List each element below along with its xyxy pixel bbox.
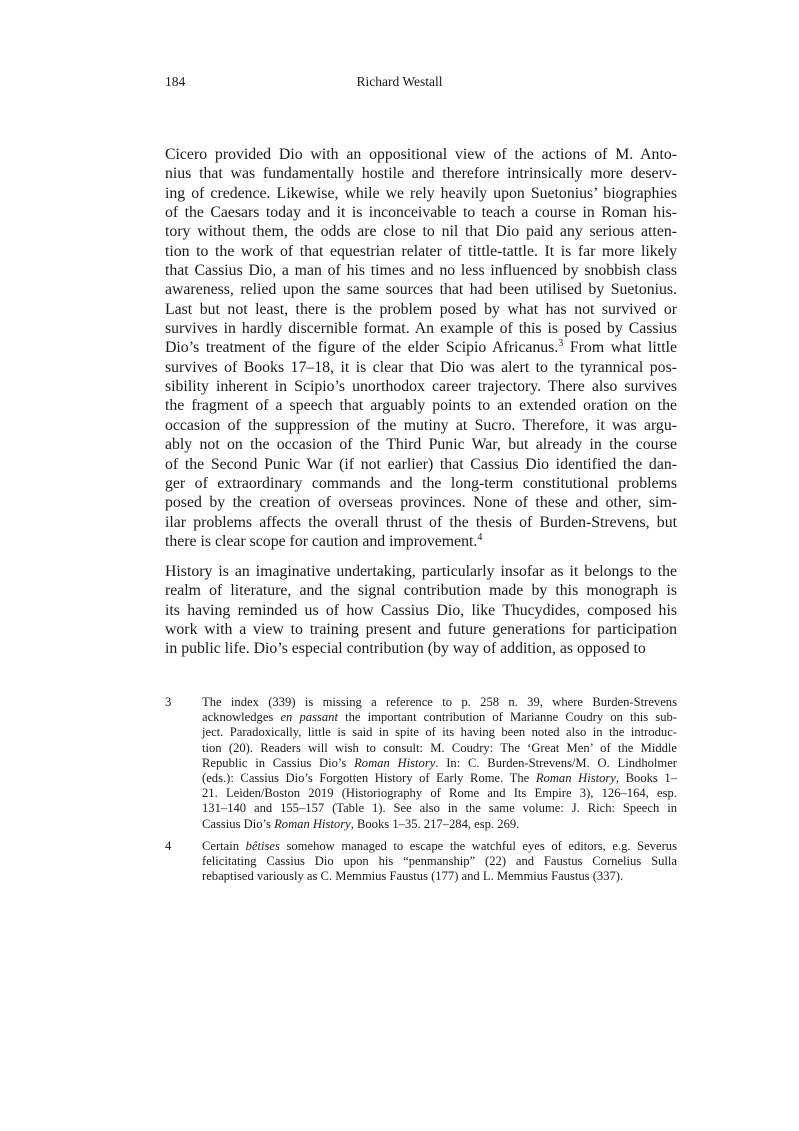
text-line (165, 581, 677, 600)
text-run: of the Second Punic War (if not earlier) that Cassius Dio identified the dan- (165, 455, 677, 473)
text-line (202, 786, 677, 801)
text-line (202, 725, 677, 740)
footnote-reference[interactable]: 4 (477, 531, 483, 543)
footnote-number: 4 (165, 839, 172, 853)
text-line (165, 562, 677, 581)
text-run: of the Caesars today and it is inconceivable to teach a course in Roman his- (165, 204, 677, 222)
body-paragraph-1 (165, 145, 677, 551)
text-run: History is an imaginative undertaking, particularly insofar as it belongs to the (165, 563, 677, 580)
text-run: ger of extraordinary commands and the long-term constitutional problems (165, 474, 677, 492)
body-paragraph-2 (165, 562, 677, 659)
text-line (202, 817, 677, 832)
text-line (165, 493, 677, 512)
text-line (165, 280, 677, 299)
footnote-3 (165, 695, 677, 832)
text-run: ject. Paradoxically, little is said in spite of its having been noted also in the introduc- (202, 725, 677, 740)
text-line (165, 184, 677, 203)
text-line (165, 300, 677, 319)
text-run: 131–140 and 155–157 (Table 1). See also in the same volume: J. Rich: Speech in (202, 801, 677, 816)
text-run: somehow managed to escape the watchful eyes of editors, e.g. Severus (279, 839, 677, 853)
text-run: sibility inherent in Scipio’s unorthodox career trajectory. There also survives (165, 378, 677, 396)
italic-text: Roman History (274, 816, 351, 831)
text-run: felicitating Cassius Dio upon his “penmanship” (22) and Faustus Cornelius Sulla (202, 854, 677, 869)
text-run: posed by the creation of overseas provinces. None of these and other, sim- (165, 494, 677, 512)
text-line (202, 710, 677, 725)
text-run: realm of literature, and the signal contribution made by this monograph is (165, 582, 677, 600)
text-run: Last but not least, there is the problem posed by what has not survived or (165, 300, 677, 318)
footnote-text (202, 839, 677, 885)
text-run: there is clear scope for caution and improvement. (165, 532, 478, 550)
text-run: tory without them, the odds are close to nil that Dio paid any serious atten- (165, 223, 677, 241)
text-line (165, 396, 677, 415)
text-run: occasion of the suppression of the mutiny at Sucro. Therefore, it was argu- (165, 416, 677, 434)
text-run: ably not on the occasion of the Third Punic War, but already in the course (165, 436, 677, 454)
text-line (165, 435, 677, 454)
text-line (165, 222, 677, 241)
text-line (165, 513, 677, 532)
text-run: in public life. Dio’s especial contribution (by way of addition, as opposed to (165, 640, 646, 658)
text-run: (eds.): Cassius Dio’s Forgotten History of Early Rome. The (202, 770, 536, 785)
text-line (202, 741, 677, 756)
text-run: 21. Leiden/Boston 2019 (Historiography of Rome and Its Empire 3), 126–164, esp. (202, 786, 677, 801)
text-line (202, 801, 677, 816)
text-run: its having reminded us of how Cassius Dio, like Thucydides, composed his (165, 601, 677, 619)
text-run: From what little (563, 339, 677, 357)
text-line (165, 203, 677, 222)
footnote-reference[interactable]: 3 (558, 338, 564, 350)
text-run: . In: C. Burden-Strevens/M. O. Lindholmer (435, 755, 678, 770)
italic-text: bêtises (245, 839, 280, 853)
text-run: tion to the work of that equestrian relater of tittle-tattle. It is far more likely (165, 242, 677, 260)
text-line (165, 261, 677, 280)
text-run: tion (20). Readers will wish to consult: M. Coudry: The ‘Great Men’ of the Middle (202, 740, 677, 755)
footnote-4 (165, 839, 677, 885)
text-run: the fragment of a speech that arguably points to an extended oration on the (165, 397, 677, 415)
text-line (165, 601, 677, 620)
text-line (165, 338, 677, 357)
text-run: survives in hardly discernible format. An example of this is posed by Cassius (165, 320, 677, 338)
text-line (202, 839, 677, 854)
text-line (202, 869, 677, 884)
text-line (165, 639, 677, 658)
text-line (165, 620, 677, 639)
footnote-number: 3 (165, 695, 172, 709)
text-run: the important contribution of Marianne Coudry on this sub- (337, 710, 677, 725)
text-run: awareness, relied upon the same sources that had been utilised by Suetonius. (165, 281, 677, 299)
text-run: that Cassius Dio, a man of his times and no less influenced by snobbish class (165, 262, 677, 280)
text-run: acknowledges (202, 710, 281, 725)
text-run: ilar problems affects the overall thrust of the thesis of Burden-Strevens, but (165, 513, 677, 531)
text-run: Cicero provided Dio with an oppositional view of the actions of M. Anto- (165, 146, 677, 163)
running-head-author: Richard Westall (356, 74, 443, 89)
text-line (165, 164, 677, 183)
text-line (165, 377, 677, 396)
text-run: Republic in Cassius Dio’s (202, 755, 355, 770)
text-run: The index (339) is missing a reference to p. 258 n. 39, where Burden-Strevens (202, 695, 677, 709)
text-line (202, 695, 677, 710)
italic-text: en passant (280, 710, 338, 725)
text-run: , Books 1– (615, 770, 678, 785)
text-run: survives of Books 17–18, it is clear that Dio was alert to the tyrannical pos- (165, 358, 677, 376)
text-run: nius that was fundamentally hostile and therefore intrinsically more deserv- (165, 165, 677, 183)
text-line (202, 854, 677, 869)
page-number: 184 (165, 74, 186, 89)
text-run: ing of credence. Likewise, while we rely heavily upon Suetonius’ biographies (165, 184, 677, 202)
text-line (165, 242, 677, 261)
text-run: Cassius Dio’s (202, 816, 275, 831)
text-line (165, 455, 677, 474)
text-run: rebaptised variously as C. Memmius Faustus (177) and L. Memmius Faustus (337). (202, 869, 624, 884)
text-line (202, 771, 677, 786)
text-run: Dio’s treatment of the figure of the elder Scipio Africanus. (165, 339, 559, 357)
text-line (165, 416, 677, 435)
text-run: Certain (202, 839, 246, 853)
text-line (165, 532, 677, 551)
text-line (165, 474, 677, 493)
text-line (165, 145, 677, 164)
text-run: , Books 1–35. 217–284, esp. 269. (350, 816, 520, 831)
text-run: work with a view to training present and future generations for participation (165, 621, 677, 639)
footnote-text (202, 695, 677, 832)
text-line (202, 756, 677, 771)
italic-text: Roman History (535, 770, 616, 785)
italic-text: Roman History (354, 755, 436, 770)
text-line (165, 358, 677, 377)
text-line (165, 319, 677, 338)
